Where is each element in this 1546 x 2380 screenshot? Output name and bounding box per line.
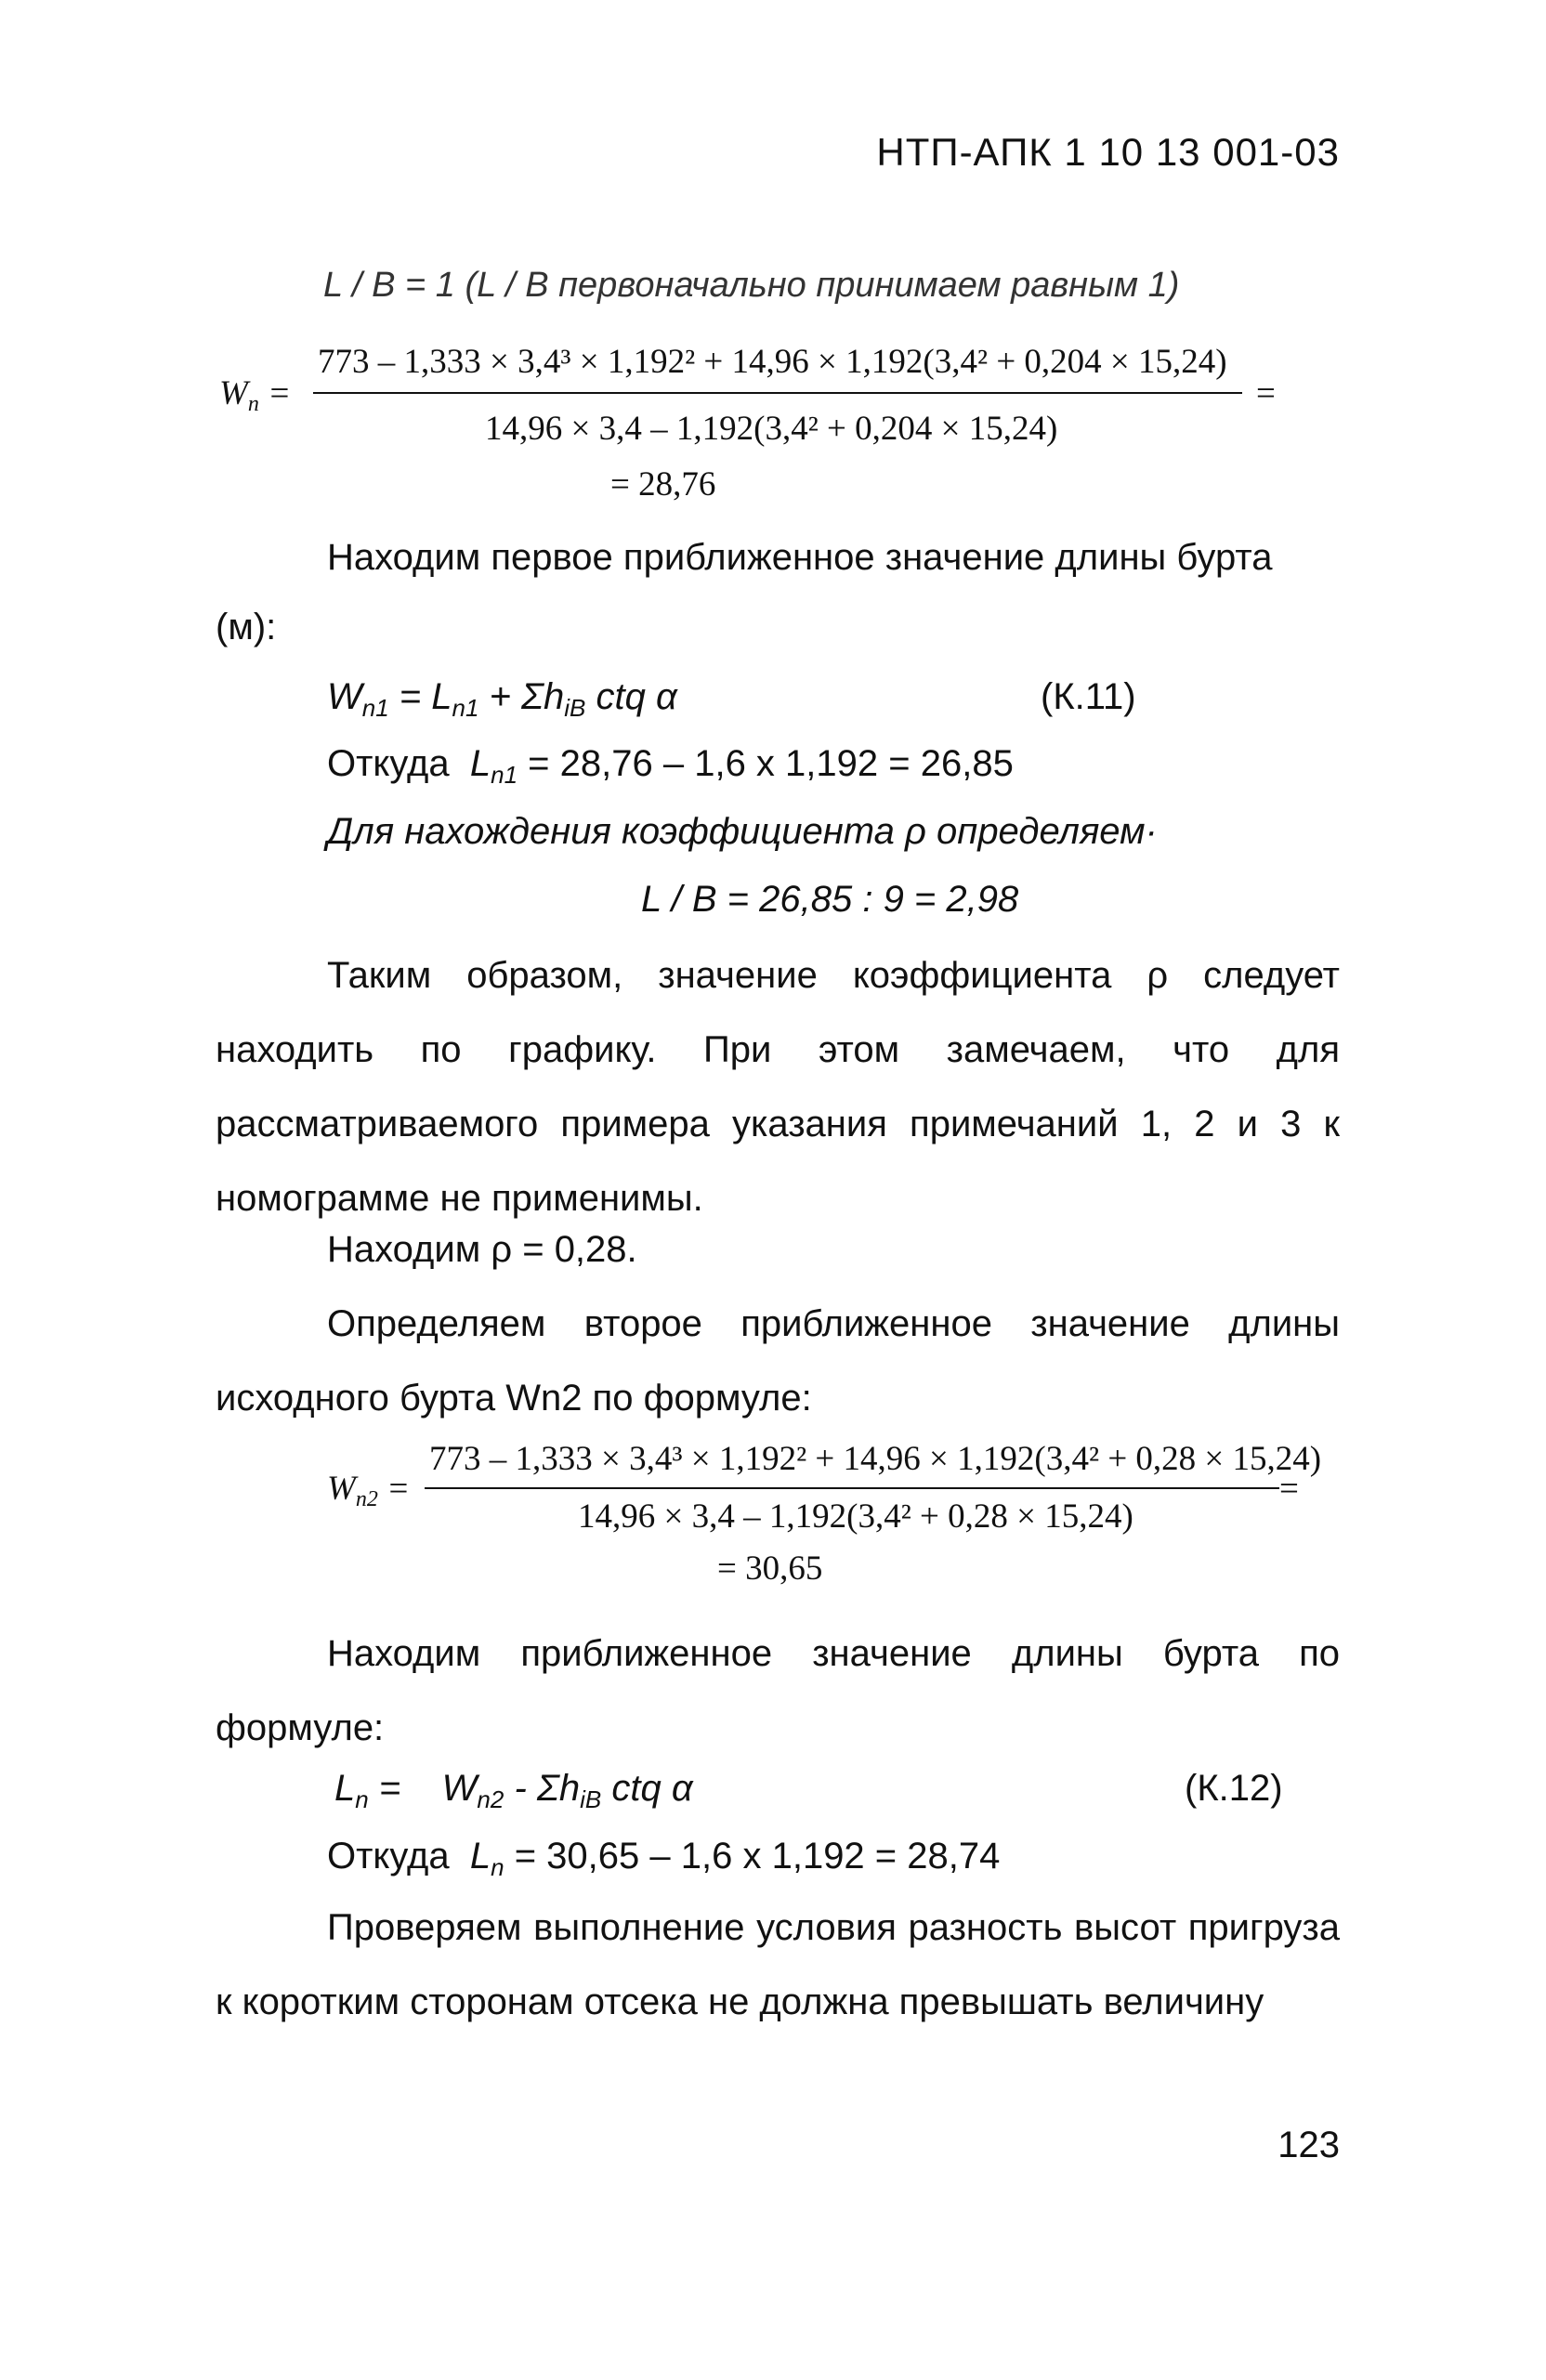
paragraph-approx-length: Находим приближенное значение длины бурта по формуле: — [216, 1633, 1340, 1748]
formula-k12: $L_n$ = $W_{n2} - \Sigma h_{iB}$ ctq α — [334, 1768, 693, 1813]
paragraph-graph-note: Таким образом, значение коэффициента ρ следует находить по графику. При этом замечаем, что для рассматриваемого примера указания примечаний 1, 2 и 3 к номограмме не применимы. — [216, 955, 1340, 1219]
lb-initial-line: L / B = 1 (L / B первоначально принимаем равным 1) — [323, 266, 1180, 305]
formula-k11: $W_{n1} = L_{n1} + \Sigma h_{iB}$ ctq α — [327, 676, 677, 722]
otkuda-ln1: Откуда $L_{n1} = 28,76 - 1,6$ х 1,192 = 26,85 — [327, 743, 1014, 789]
document-header: НТП-АПК 1 10 13 001-03 — [876, 130, 1340, 174]
paragraph-first-approx: Находим первое приближенное значение длины бурта — [327, 537, 1273, 578]
paragraph-first-approx-cont: (м): — [216, 607, 277, 647]
paragraph-second-approx: Определяем второе приближенное значение длины исходного бурта Wn2 по формуле: — [216, 1303, 1340, 1419]
equation-wn2-numerator: 773 – 1,333 × 3,4³ × 1,192² + 14,96 × 1,192(3,4² + 0,28 × 15,24) — [429, 1440, 1322, 1478]
formula-k12-label: (К.12) — [1185, 1768, 1283, 1809]
equation-wn2-lhs: $W_{n2}$ = — [327, 1470, 411, 1512]
equation-wn-denominator: 14,96 × 3,4 – 1,192(3,4² + 0,204 × 15,24) — [485, 410, 1058, 448]
equation-wn2: $W_{n2}$ = 773 – 1,333 × 3,4³ × 1,192² + 14,96 × 1,192(3,4² + 0,28 × 15,24) = 14,96 × 3,4 – 1,192(3,4² + 0,28 × 15,24) = 30,65 — [327, 1440, 1322, 1588]
paragraph-rho-value: Находим ρ = 0,28. — [327, 1229, 637, 1270]
lb-ratio: L / B = 26,85 : 9 = 2,98 — [641, 879, 1019, 920]
page-number: 123 — [1277, 2125, 1340, 2165]
equation-wn-lhs: $W_n$ = — [219, 374, 292, 417]
paragraph-rho-determine: Для нахождения коэффициента ρ определяем· — [327, 811, 1158, 852]
equation-wn-result: = 28,76 — [610, 465, 716, 503]
fraction-line — [313, 392, 1242, 394]
equation-wn: $W_n$ = 773 – 1,333 × 3,4³ × 1,192² + 14,96 × 1,192(3,4² + 0,204 × 15,24) = 14,96 × 3,4 – 1,192(3,4² + 0,204 × 15,24) = 28,76 — [219, 343, 1276, 503]
equation-wn2-denominator: 14,96 × 3,4 – 1,192(3,4² + 0,28 × 15,24) — [578, 1497, 1133, 1536]
equation-wn2-result: = 30,65 — [717, 1550, 823, 1588]
fraction-line — [425, 1487, 1279, 1489]
paragraph-check-condition: Проверяем выполнение условия разность высот пригруза к коротким сторонам отсека не должна превышать величину — [216, 1907, 1340, 2022]
otkuda-ln: Откуда $L_n = 30,65 - 1,6$ х 1,192 = 28,74 — [327, 1836, 1001, 1881]
equation-wn-numerator: 773 – 1,333 × 3,4³ × 1,192² + 14,96 × 1,192(3,4² + 0,204 × 15,24) — [318, 343, 1227, 381]
formula-k11-label: (К.11) — [1041, 676, 1136, 717]
